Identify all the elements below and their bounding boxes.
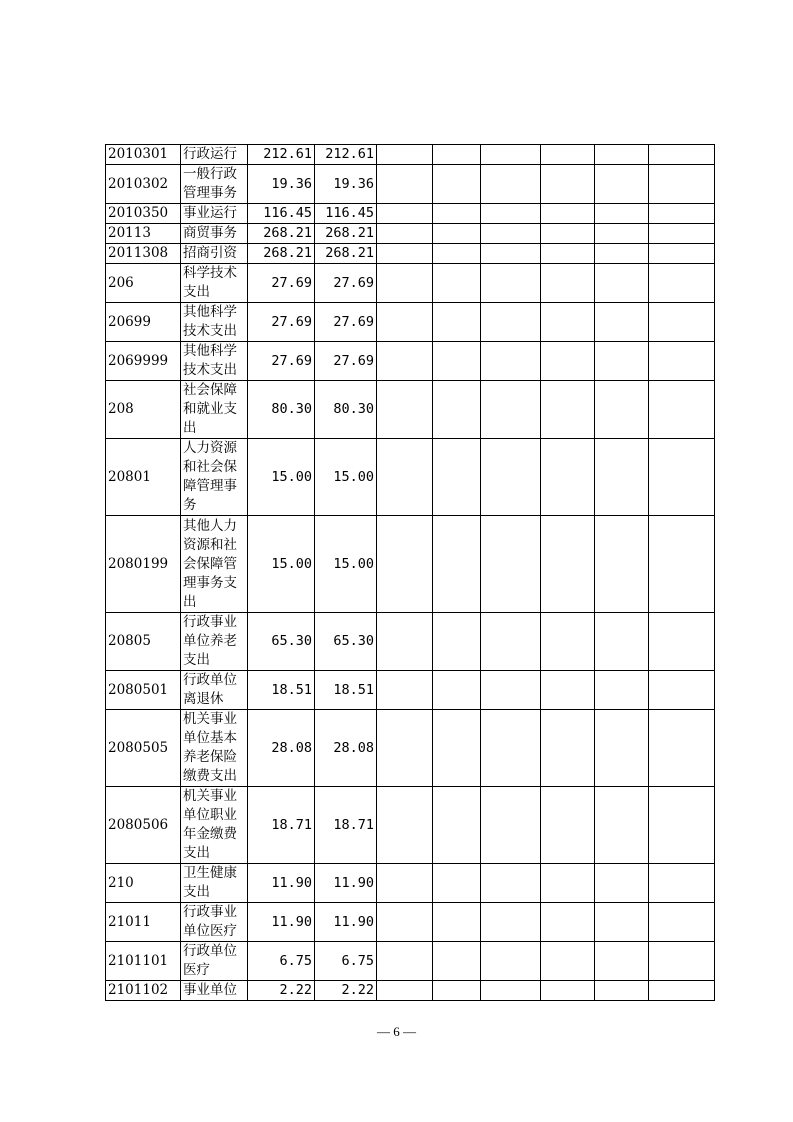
table-row (106, 342, 715, 381)
row-value-cell: 27.69 (248, 264, 315, 303)
empty-cell (541, 671, 595, 710)
empty-cell (649, 381, 715, 439)
empty-cell (595, 224, 649, 244)
empty-cell (433, 145, 481, 165)
empty-cell (481, 204, 541, 224)
empty-cell (433, 303, 481, 342)
empty-cell (481, 244, 541, 264)
row-value-cell: 65.30 (248, 613, 315, 671)
row-code-cell: 20113 (106, 224, 181, 244)
empty-cell (649, 671, 715, 710)
row-name-cell: 人力资源和社会保障管理事务 (181, 439, 248, 516)
empty-cell (649, 981, 715, 1001)
row-code-cell: 2080199 (106, 516, 181, 613)
empty-cell (481, 342, 541, 381)
row-code-cell: 208 (106, 381, 181, 439)
empty-cell (541, 342, 595, 381)
empty-cell (541, 942, 595, 981)
row-value-cell: 11.90 (315, 903, 377, 942)
empty-cell (433, 516, 481, 613)
empty-cell (377, 224, 433, 244)
empty-cell (649, 204, 715, 224)
row-value-cell: 18.51 (248, 671, 315, 710)
row-name-cell: 行政事业单位医疗 (181, 903, 248, 942)
row-code-cell: 2010350 (106, 204, 181, 224)
row-value-cell: 268.21 (248, 244, 315, 264)
empty-cell (541, 516, 595, 613)
empty-cell (433, 942, 481, 981)
empty-cell (433, 613, 481, 671)
empty-cell (481, 942, 541, 981)
empty-cell (649, 264, 715, 303)
row-name-cell: 其他科学技术支出 (181, 342, 248, 381)
row-value-cell: 268.21 (315, 244, 377, 264)
row-name-cell: 事业运行 (181, 204, 248, 224)
empty-cell (595, 710, 649, 787)
empty-cell (649, 145, 715, 165)
empty-cell (377, 244, 433, 264)
table-row (106, 516, 715, 613)
table-row (106, 224, 715, 244)
row-value-cell: 212.61 (248, 145, 315, 165)
row-value-cell: 116.45 (248, 204, 315, 224)
table-row (106, 264, 715, 303)
row-value-cell: 18.71 (248, 787, 315, 864)
row-value-cell: 15.00 (248, 439, 315, 516)
row-name-cell: 行政单位离退休 (181, 671, 248, 710)
empty-cell (481, 864, 541, 903)
row-value-cell: 6.75 (315, 942, 377, 981)
row-name-cell: 行政单位医疗 (181, 942, 248, 981)
empty-cell (377, 787, 433, 864)
empty-cell (481, 710, 541, 787)
empty-cell (541, 244, 595, 264)
empty-cell (541, 204, 595, 224)
empty-cell (377, 204, 433, 224)
empty-cell (649, 224, 715, 244)
empty-cell (649, 864, 715, 903)
empty-cell (377, 671, 433, 710)
table-row (106, 145, 715, 165)
row-name-cell: 事业单位 (181, 981, 248, 1001)
empty-cell (649, 787, 715, 864)
row-value-cell: 11.90 (248, 864, 315, 903)
row-name-cell: 机关事业单位职业年金缴费支出 (181, 787, 248, 864)
empty-cell (377, 381, 433, 439)
row-value-cell: 65.30 (315, 613, 377, 671)
row-value-cell: 18.71 (315, 787, 377, 864)
row-value-cell: 28.08 (248, 710, 315, 787)
row-value-cell: 11.90 (315, 864, 377, 903)
empty-cell (433, 244, 481, 264)
empty-cell (595, 864, 649, 903)
row-code-cell: 20699 (106, 303, 181, 342)
table-row (106, 903, 715, 942)
row-value-cell: 27.69 (315, 342, 377, 381)
empty-cell (481, 613, 541, 671)
row-name-cell: 一般行政管理事务 (181, 165, 248, 204)
empty-cell (595, 787, 649, 864)
budget-table (105, 144, 715, 1001)
empty-cell (433, 787, 481, 864)
empty-cell (377, 981, 433, 1001)
empty-cell (377, 710, 433, 787)
table-row (106, 439, 715, 516)
row-code-cell: 210 (106, 864, 181, 903)
empty-cell (595, 204, 649, 224)
empty-cell (481, 264, 541, 303)
row-value-cell: 27.69 (315, 303, 377, 342)
empty-cell (377, 613, 433, 671)
empty-cell (541, 165, 595, 204)
empty-cell (433, 439, 481, 516)
empty-cell (541, 303, 595, 342)
empty-cell (541, 264, 595, 303)
empty-cell (541, 903, 595, 942)
row-value-cell: 11.90 (248, 903, 315, 942)
row-value-cell: 15.00 (315, 516, 377, 613)
row-code-cell: 2069999 (106, 342, 181, 381)
row-value-cell: 18.51 (315, 671, 377, 710)
empty-cell (481, 671, 541, 710)
row-value-cell: 268.21 (248, 224, 315, 244)
empty-cell (649, 613, 715, 671)
empty-cell (595, 303, 649, 342)
empty-cell (433, 671, 481, 710)
row-value-cell: 6.75 (248, 942, 315, 981)
empty-cell (481, 224, 541, 244)
empty-cell (377, 342, 433, 381)
empty-cell (433, 264, 481, 303)
empty-cell (595, 439, 649, 516)
row-name-cell: 机关事业单位基本养老保险缴费支出 (181, 710, 248, 787)
row-value-cell: 27.69 (315, 264, 377, 303)
table-row (106, 613, 715, 671)
row-name-cell: 社会保障和就业支出 (181, 381, 248, 439)
empty-cell (433, 224, 481, 244)
row-name-cell: 行政事业单位养老支出 (181, 613, 248, 671)
table-row (106, 787, 715, 864)
empty-cell (481, 145, 541, 165)
empty-cell (377, 439, 433, 516)
table-row (106, 204, 715, 224)
empty-cell (541, 787, 595, 864)
empty-cell (649, 439, 715, 516)
row-code-cell: 20801 (106, 439, 181, 516)
empty-cell (433, 342, 481, 381)
empty-cell (433, 710, 481, 787)
empty-cell (649, 710, 715, 787)
empty-cell (595, 942, 649, 981)
empty-cell (481, 381, 541, 439)
empty-cell (481, 165, 541, 204)
row-name-cell: 其他科学技术支出 (181, 303, 248, 342)
row-value-cell: 19.36 (315, 165, 377, 204)
row-value-cell: 80.30 (248, 381, 315, 439)
empty-cell (433, 165, 481, 204)
row-value-cell: 27.69 (248, 303, 315, 342)
empty-cell (433, 981, 481, 1001)
row-code-cell: 2080505 (106, 710, 181, 787)
empty-cell (649, 516, 715, 613)
empty-cell (541, 439, 595, 516)
table-row (106, 981, 715, 1001)
empty-cell (481, 981, 541, 1001)
empty-cell (433, 381, 481, 439)
empty-cell (377, 165, 433, 204)
empty-cell (595, 244, 649, 264)
empty-cell (649, 244, 715, 264)
empty-cell (377, 264, 433, 303)
row-code-cell: 2101101 (106, 942, 181, 981)
empty-cell (481, 787, 541, 864)
table-row (106, 381, 715, 439)
row-value-cell: 2.22 (315, 981, 377, 1001)
empty-cell (433, 204, 481, 224)
empty-cell (595, 516, 649, 613)
row-code-cell: 2101102 (106, 981, 181, 1001)
row-value-cell: 15.00 (248, 516, 315, 613)
empty-cell (481, 303, 541, 342)
empty-cell (649, 165, 715, 204)
row-value-cell: 116.45 (315, 204, 377, 224)
row-name-cell: 科学技术支出 (181, 264, 248, 303)
row-code-cell: 2080506 (106, 787, 181, 864)
empty-cell (541, 224, 595, 244)
table-row (106, 710, 715, 787)
empty-cell (481, 439, 541, 516)
empty-cell (649, 303, 715, 342)
row-value-cell: 15.00 (315, 439, 377, 516)
empty-cell (595, 145, 649, 165)
row-value-cell: 19.36 (248, 165, 315, 204)
table-row (106, 942, 715, 981)
row-name-cell: 行政运行 (181, 145, 248, 165)
row-name-cell: 其他人力资源和社会保障管理事务支出 (181, 516, 248, 613)
empty-cell (481, 516, 541, 613)
empty-cell (595, 903, 649, 942)
empty-cell (481, 903, 541, 942)
empty-cell (377, 942, 433, 981)
empty-cell (541, 145, 595, 165)
empty-cell (595, 264, 649, 303)
empty-cell (595, 981, 649, 1001)
row-value-cell: 80.30 (315, 381, 377, 439)
empty-cell (433, 903, 481, 942)
empty-cell (595, 381, 649, 439)
empty-cell (541, 981, 595, 1001)
empty-cell (377, 145, 433, 165)
empty-cell (377, 516, 433, 613)
row-code-cell: 21011 (106, 903, 181, 942)
row-code-cell: 2011308 (106, 244, 181, 264)
empty-cell (595, 342, 649, 381)
empty-cell (541, 864, 595, 903)
row-name-cell: 招商引资 (181, 244, 248, 264)
page-number: — 6 — (377, 1024, 416, 1039)
row-value-cell: 28.08 (315, 710, 377, 787)
row-code-cell: 20805 (106, 613, 181, 671)
empty-cell (377, 903, 433, 942)
row-value-cell: 27.69 (248, 342, 315, 381)
table-row (106, 303, 715, 342)
empty-cell (377, 864, 433, 903)
table-body (106, 145, 715, 1001)
table-row (106, 244, 715, 264)
empty-cell (433, 864, 481, 903)
empty-cell (541, 381, 595, 439)
row-code-cell: 2010301 (106, 145, 181, 165)
table-row (106, 165, 715, 204)
empty-cell (649, 342, 715, 381)
empty-cell (541, 613, 595, 671)
row-code-cell: 2010302 (106, 165, 181, 204)
table-row (106, 864, 715, 903)
row-value-cell: 212.61 (315, 145, 377, 165)
empty-cell (377, 303, 433, 342)
empty-cell (595, 613, 649, 671)
table-row (106, 671, 715, 710)
row-code-cell: 2080501 (106, 671, 181, 710)
empty-cell (541, 710, 595, 787)
row-code-cell: 206 (106, 264, 181, 303)
empty-cell (595, 671, 649, 710)
row-name-cell: 卫生健康支出 (181, 864, 248, 903)
row-value-cell: 2.22 (248, 981, 315, 1001)
empty-cell (649, 903, 715, 942)
row-name-cell: 商贸事务 (181, 224, 248, 244)
row-value-cell: 268.21 (315, 224, 377, 244)
empty-cell (595, 165, 649, 204)
empty-cell (649, 942, 715, 981)
